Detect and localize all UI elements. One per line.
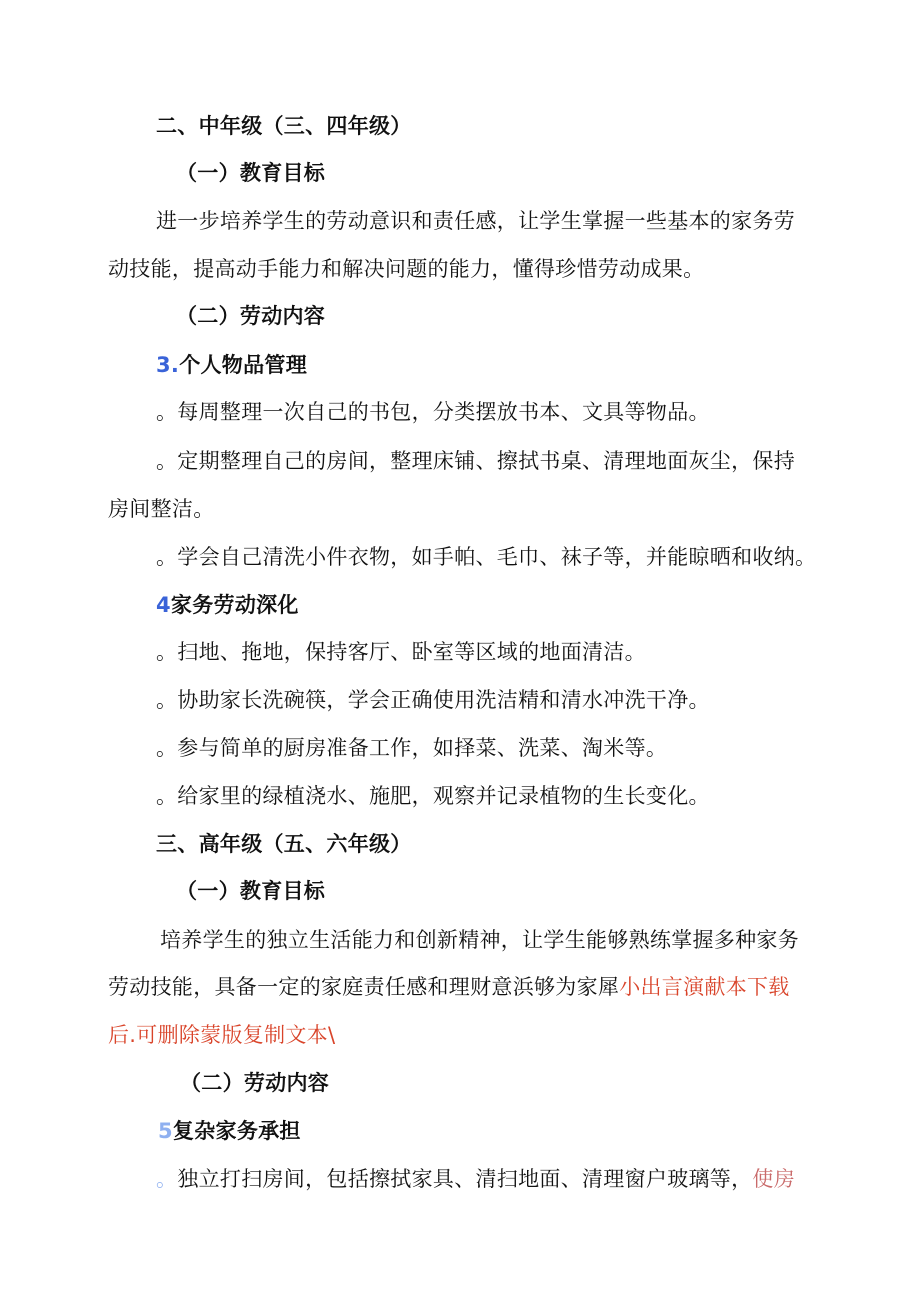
item3-bullet-2-line2: 房间整洁。: [108, 497, 215, 521]
section2-goal-para-line2: 动技能，提高动手能力和解决问题的能力，懂得珍惜劳动成果。: [108, 257, 705, 281]
section2-goal-para-line1: 进一步培养学生的劳动意识和责任感，让学生掌握一些基本的家务劳: [156, 209, 795, 233]
item5-bullet-mark: 。: [156, 1167, 178, 1191]
section2-title: 二、中年级（三、四年级）: [156, 114, 412, 138]
item3-number: 3.: [156, 353, 180, 377]
item3-bullet-2-line1: 。定期整理自己的房间，整理床铺、擦拭书桌、清理地面灰尘，保持: [156, 449, 795, 473]
item4-number: 4: [156, 593, 171, 617]
item5-title: 复杂家务承担: [172, 1119, 301, 1143]
section2-goal-heading: （一）教育目标: [176, 161, 326, 185]
item4-title: 家务劳动深化: [170, 593, 299, 617]
section3-goal-para-line1: 培养学生的独立生活能力和创新精神，让学生能够熟练掌握多种家务: [160, 928, 799, 952]
item3-bullet-3: 。学会自己清洗小件衣物，如手帕、毛巾、袜子等，并能晾晒和收纳。: [156, 545, 817, 569]
section3-goal-para-line2-text: 劳动技能，具备一定的家庭责任感和理财意浜够为家犀: [108, 975, 620, 999]
item5-bullet-1-tail: 使房: [752, 1167, 796, 1191]
item4-bullet-1: 。扫地、拖地，保持客厅、卧室等区域的地面清洁。: [156, 640, 646, 664]
item3-bullet-1: 。每周整理一次自己的书包，分类摆放书本、文具等物品。: [156, 400, 710, 424]
section3-title: 三、高年级（五、六年级）: [156, 832, 412, 856]
item3-heading: [156, 350, 307, 380]
item5-heading: [158, 1116, 301, 1146]
item4-bullet-4: 。给家里的绿植浇水、施肥，观察并记录植物的生长变化。: [156, 784, 710, 808]
item3-title: 个人物品管理: [179, 353, 308, 377]
item5-number: 5: [158, 1119, 173, 1143]
watermark-text-1: 小出言演献本下载: [619, 975, 790, 999]
section3-content-heading: （二）劳动内容: [180, 1071, 330, 1095]
item5-bullet-1-text: 独立打扫房间，包括擦拭家具、清扫地面、清理窗户玻璃等，: [177, 1167, 753, 1191]
item4-bullet-2: 。协助家长洗碗筷，学会正确使用洗洁精和清水冲洗干净。: [156, 688, 710, 712]
item4-bullet-3: 。参与简单的厨房准备工作，如择菜、洗菜、淘米等。: [156, 736, 668, 760]
section3-goal-para-line2: [108, 972, 790, 1002]
item4-heading: [156, 590, 299, 620]
watermark-text-2: 后.可删除蒙版复制文本\: [108, 1023, 336, 1047]
section2-content-heading: （二）劳动内容: [176, 304, 326, 328]
item5-bullet-1: [156, 1164, 795, 1194]
section3-goal-heading: （一）教育目标: [176, 879, 326, 903]
